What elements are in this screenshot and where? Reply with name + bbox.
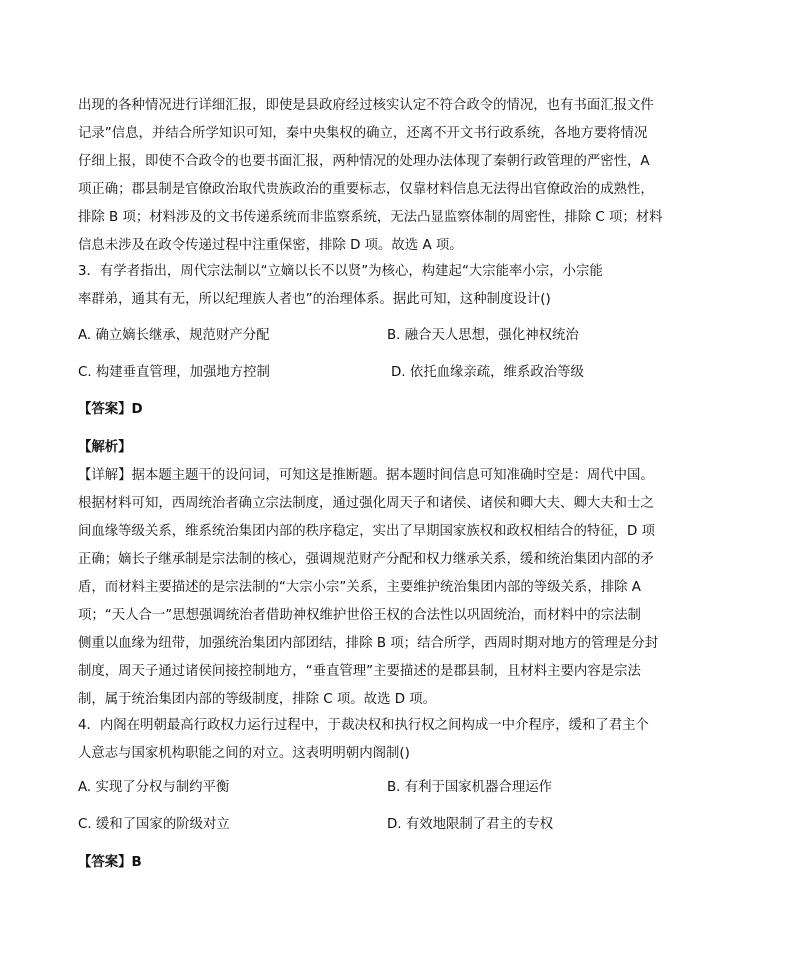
q4-answer: 【答案】B — [78, 855, 142, 870]
paragraph-line: 记录”信息，并结合所学知识可知，秦中央集权的确立，还离不开文书行政系统，各地方要将情况 — [78, 126, 648, 141]
analysis-line: 【详解】据本题主题干的设问词，可知这是推断题。据本题时间信息可知准确时空是：周代中国。 — [78, 468, 654, 483]
q3-answer: 【答案】D — [78, 402, 143, 417]
analysis-line: 间血缘等级关系，维系统治集团内部的秩序稳定，实出了早期国家族权和政权相结合的特征，D 项 — [78, 524, 655, 539]
q4-option-b: B. 有利于国家机器合理运作 — [387, 780, 552, 795]
q3-analysis-title: 【解析】 — [78, 440, 132, 455]
analysis-line: 制，属于统治集团内部的等级制度，排除 C 项。故选 D 项。 — [78, 692, 437, 707]
q4-option-a: A. 实现了分权与制约平衡 — [78, 780, 230, 795]
question-4-stem: 4．内阁在明朝最高行政权力运行过程中，于裁决权和执行权之间构成一中介程序，缓和了君主个 — [78, 718, 649, 733]
question-3-stem: 率群弟，通其有无，所以纪理族人者也”的治理体系。据此可知，这种制度设计() — [78, 292, 551, 307]
question-3-stem: 3．有学者指出，周代宗法制以“立嫡以长不以贤”为核心，构建起“大宗能率小宗，小宗能 — [78, 264, 603, 279]
q3-option-a: A. 确立嫡长继承，规范财产分配 — [78, 328, 270, 343]
analysis-line: 盾，而材料主要描述的是宗法制的“大宗小宗”关系，主要维护统治集团内部的等级关系，排除 A — [78, 580, 641, 595]
q3-option-d: D. 依托血缘亲疏，维系政治等级 — [391, 365, 584, 380]
q3-option-c: C. 构建垂直管理，加强地方控制 — [78, 365, 270, 380]
analysis-line: 根据材料可知，西周统治者确立宗法制度，通过强化周天子和诸侯、诸侯和卿大夫、卿大夫和士之 — [78, 496, 654, 511]
question-4-stem: 人意志与国家机构职能之间的对立。这表明明朝内阁制() — [78, 746, 410, 761]
paragraph-line: 出现的各种情况进行详细汇报，即使是县政府经过核实认定不符合政令的情况，也有书面汇报文件 — [78, 98, 654, 113]
q4-option-d: D. 有效地限制了君主的专权 — [387, 817, 554, 832]
q3-option-b: B. 融合天人思想，强化神权统治 — [387, 328, 579, 343]
paragraph-line: 项正确；郡县制是官僚政治取代贵族政治的重要标志，仅靠材料信息无法得出官僚政治的成熟性， — [78, 182, 654, 197]
analysis-line: 正确；嫡长子继承制是宗法制的核心，强调规范财产分配和权力继承关系，缓和统治集团内部的矛 — [78, 552, 654, 567]
analysis-line: 项；“天人合一”思想强调统治者借助神权维护世俗王权的合法性以巩固统治，而材料中的宗法制 — [78, 608, 641, 623]
paragraph-line: 排除 B 项；材料涉及的文书传递系统而非监察系统，无法凸显监察体制的周密性，排除 C 项；材料 — [78, 210, 663, 225]
analysis-line: 制度，周天子通过诸侯间接控制地方，“垂直管理”主要描述的是郡县制，且材料主要内容是宗法 — [78, 664, 641, 679]
analysis-line: 侧重以血缘为纽带，加强统治集团内部团结，排除 B 项；结合所学，西周时期对地方的管理是分封 — [78, 636, 659, 651]
q4-option-c: C. 缓和了国家的阶级对立 — [78, 817, 230, 832]
paragraph-line: 仔细上报，即使不合政令的也要书面汇报，两种情况的处理办法体现了秦朝行政管理的严密性，A — [78, 154, 650, 169]
paragraph-line: 信息未涉及在政令传递过程中注重保密，排除 D 项。故选 A 项。 — [78, 238, 463, 253]
